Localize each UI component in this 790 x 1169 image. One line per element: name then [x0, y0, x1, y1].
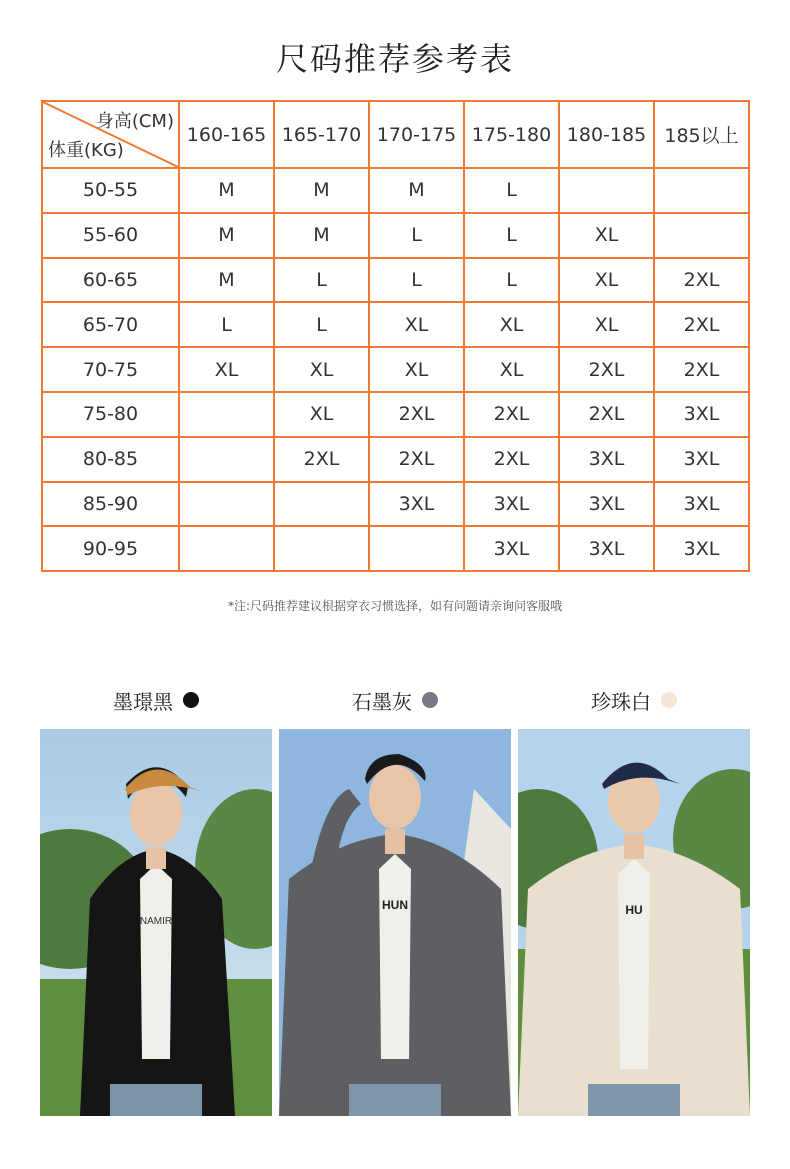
size-cell: L	[369, 258, 464, 303]
size-cell: 2XL	[654, 302, 749, 347]
height-column-header: 185以上	[654, 101, 749, 168]
size-cell	[179, 392, 274, 437]
color-options	[40, 684, 750, 1116]
size-cell: 2XL	[464, 392, 559, 437]
size-cell: XL	[369, 302, 464, 347]
size-cell: XL	[559, 213, 654, 258]
size-cell	[274, 482, 369, 527]
size-chart-corner-header	[42, 101, 179, 168]
size-chart-row	[42, 168, 749, 213]
size-cell: XL	[559, 302, 654, 347]
size-cell: 3XL	[654, 526, 749, 571]
size-cell	[559, 168, 654, 213]
photo-shirt-text: HU	[625, 903, 643, 917]
weight-row-header: 90-95	[42, 526, 179, 571]
page-title: 尺码推荐参考表	[275, 40, 514, 78]
size-cell: 3XL	[654, 392, 749, 437]
size-note: *注:尺码推荐建议根据穿衣习惯选择，如有问题请亲询问客服哦	[227, 599, 563, 613]
weight-row-header: 80-85	[42, 437, 179, 482]
size-chart-row	[42, 482, 749, 527]
size-cell	[179, 526, 274, 571]
size-chart-row	[42, 258, 749, 303]
size-cell: M	[369, 168, 464, 213]
color-option-black[interactable]	[40, 684, 272, 927]
color-name: 珍珠白	[591, 689, 651, 714]
size-cell	[179, 482, 274, 527]
size-chart-row	[42, 347, 749, 392]
size-cell: L	[369, 213, 464, 258]
size-chart-row	[42, 302, 749, 347]
weight-row-header: 75-80	[42, 392, 179, 437]
weight-row-header: 60-65	[42, 258, 179, 303]
size-cell: L	[464, 213, 559, 258]
size-cell: XL	[464, 302, 559, 347]
size-cell: L	[274, 302, 369, 347]
product-photo	[518, 729, 750, 1116]
size-cell: 3XL	[464, 526, 559, 571]
color-option-label	[279, 684, 511, 716]
size-cell: XL	[559, 258, 654, 303]
product-photo	[40, 729, 272, 1116]
size-cell	[274, 526, 369, 571]
color-option-gray[interactable]	[279, 684, 511, 912]
size-cell: L	[179, 302, 274, 347]
height-column-header: 170-175	[369, 101, 464, 168]
color-swatch-icon	[661, 692, 677, 708]
size-chart-row	[42, 437, 749, 482]
product-photo	[279, 729, 511, 1116]
size-cell: M	[179, 213, 274, 258]
model-photo-black	[40, 729, 272, 1116]
size-cell: L	[464, 168, 559, 213]
weight-row-header: 50-55	[42, 168, 179, 213]
height-column-header: 180-185	[559, 101, 654, 168]
size-cell: 2XL	[559, 392, 654, 437]
size-cell: M	[274, 168, 369, 213]
size-cell: XL	[274, 392, 369, 437]
size-cell: 2XL	[559, 347, 654, 392]
height-column-header: 175-180	[464, 101, 559, 168]
size-cell	[654, 213, 749, 258]
size-cell: XL	[464, 347, 559, 392]
size-cell: M	[179, 258, 274, 303]
size-cell: 2XL	[369, 392, 464, 437]
size-cell: 2XL	[369, 437, 464, 482]
size-cell: 3XL	[559, 482, 654, 527]
size-cell: 3XL	[369, 482, 464, 527]
height-column-header: 165-170	[274, 101, 369, 168]
size-cell: M	[179, 168, 274, 213]
color-name: 石墨灰	[352, 689, 412, 714]
size-cell: XL	[274, 347, 369, 392]
photo-shirt-text: NAMIR	[139, 916, 173, 927]
size-cell: 2XL	[654, 258, 749, 303]
size-cell: L	[274, 258, 369, 303]
size-cell: 3XL	[559, 437, 654, 482]
size-cell	[369, 526, 464, 571]
model-photo-gray	[279, 729, 511, 1116]
size-chart-row	[42, 392, 749, 437]
color-swatch-icon	[422, 692, 438, 708]
size-cell: 3XL	[654, 482, 749, 527]
photo-shirt-text: HUN	[382, 898, 408, 912]
size-chart-row	[42, 213, 749, 258]
size-cell: M	[274, 213, 369, 258]
size-cell: XL	[369, 347, 464, 392]
weight-axis-label: 体重(KG)	[48, 140, 124, 161]
height-column-header: 160-165	[179, 101, 274, 168]
weight-row-header: 55-60	[42, 213, 179, 258]
color-option-white[interactable]	[518, 684, 750, 917]
color-swatch-icon	[183, 692, 199, 708]
size-chart-header-row	[42, 101, 749, 168]
size-cell: 3XL	[654, 437, 749, 482]
size-cell: 3XL	[559, 526, 654, 571]
size-cell: 2XL	[464, 437, 559, 482]
size-cell: 2XL	[274, 437, 369, 482]
color-option-label	[518, 684, 750, 716]
size-chart-row	[42, 526, 749, 571]
size-chart-table	[41, 100, 750, 572]
size-cell	[654, 168, 749, 213]
size-cell: 2XL	[654, 347, 749, 392]
color-option-label	[40, 684, 272, 716]
height-axis-label: 身高(CM)	[95, 111, 174, 132]
size-cell: 3XL	[464, 482, 559, 527]
color-name: 墨璟黑	[113, 689, 173, 714]
size-cell	[179, 437, 274, 482]
weight-row-header: 85-90	[42, 482, 179, 527]
size-cell: L	[464, 258, 559, 303]
weight-row-header: 65-70	[42, 302, 179, 347]
model-photo-white	[518, 729, 750, 1116]
weight-row-header: 70-75	[42, 347, 179, 392]
size-cell: XL	[179, 347, 274, 392]
